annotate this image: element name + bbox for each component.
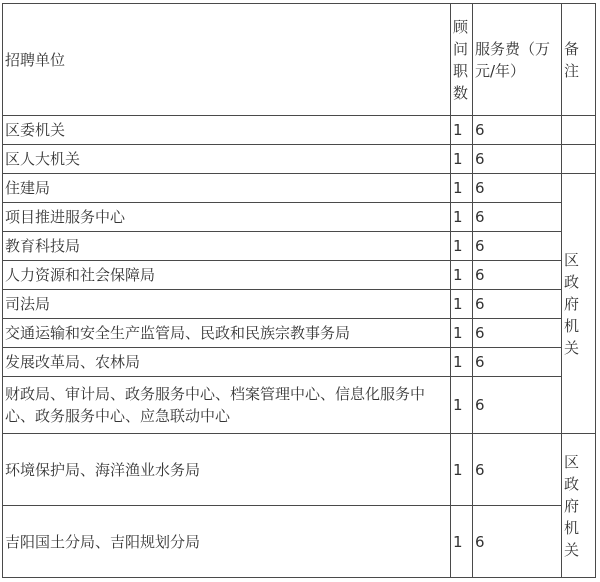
note-cell-empty	[562, 145, 596, 174]
table-row	[3, 145, 596, 174]
unit-cell: 环境保护局、海洋渔业水务局	[3, 434, 451, 506]
advisors-cell: 1	[451, 145, 473, 174]
fee-cell: 6	[473, 434, 562, 506]
unit-cell: 项目推进服务中心	[3, 203, 451, 232]
unit-cell: 住建局	[3, 174, 451, 203]
note-government-group-2: 区政府机关	[562, 434, 596, 578]
fee-cell: 6	[473, 290, 562, 319]
advisors-cell: 1	[451, 116, 473, 145]
advisors-cell: 1	[451, 377, 473, 434]
unit-cell: 人力资源和社会保障局	[3, 261, 451, 290]
fee-cell: 6	[473, 145, 562, 174]
table-row	[3, 377, 596, 434]
fee-cell: 6	[473, 232, 562, 261]
fee-cell: 6	[473, 174, 562, 203]
table-row	[3, 290, 596, 319]
table-row	[3, 348, 596, 377]
fee-cell: 6	[473, 319, 562, 348]
note-cell-empty	[562, 116, 596, 145]
fee-cell: 6	[473, 377, 562, 434]
header-note: 备注	[562, 4, 596, 116]
advisors-cell: 1	[451, 348, 473, 377]
advisors-cell: 1	[451, 434, 473, 506]
recruitment-table	[2, 3, 596, 578]
table-row	[3, 174, 596, 203]
header-advisors: 顾问职数	[451, 4, 473, 116]
table-row	[3, 261, 596, 290]
advisors-cell: 1	[451, 261, 473, 290]
fee-cell: 6	[473, 261, 562, 290]
unit-cell: 教育科技局	[3, 232, 451, 261]
fee-cell: 6	[473, 506, 562, 578]
table-row	[3, 319, 596, 348]
unit-cell: 发展改革局、农林局	[3, 348, 451, 377]
unit-cell: 交通运输和安全生产监管局、民政和民族宗教事务局	[3, 319, 451, 348]
advisors-cell: 1	[451, 290, 473, 319]
fee-cell: 6	[473, 348, 562, 377]
table-row	[3, 506, 596, 578]
fee-cell: 6	[473, 116, 562, 145]
table-header-row	[3, 4, 596, 116]
table-row	[3, 203, 596, 232]
unit-cell: 区委机关	[3, 116, 451, 145]
advisors-cell: 1	[451, 319, 473, 348]
header-unit: 招聘单位	[3, 4, 451, 116]
table-row	[3, 434, 596, 506]
advisors-cell: 1	[451, 203, 473, 232]
note-government-group-1: 区政府机关	[562, 174, 596, 434]
table-row	[3, 232, 596, 261]
fee-cell: 6	[473, 203, 562, 232]
unit-cell: 吉阳国土分局、吉阳规划分局	[3, 506, 451, 578]
table-row	[3, 116, 596, 145]
advisors-cell: 1	[451, 174, 473, 203]
advisors-cell: 1	[451, 232, 473, 261]
unit-cell: 司法局	[3, 290, 451, 319]
header-fee: 服务费（万元/年）	[473, 4, 562, 116]
unit-cell: 区人大机关	[3, 145, 451, 174]
advisors-cell: 1	[451, 506, 473, 578]
unit-cell: 财政局、审计局、政务服务中心、档案管理中心、信息化服务中心、政务服务中心、应急联动中心	[3, 377, 451, 434]
